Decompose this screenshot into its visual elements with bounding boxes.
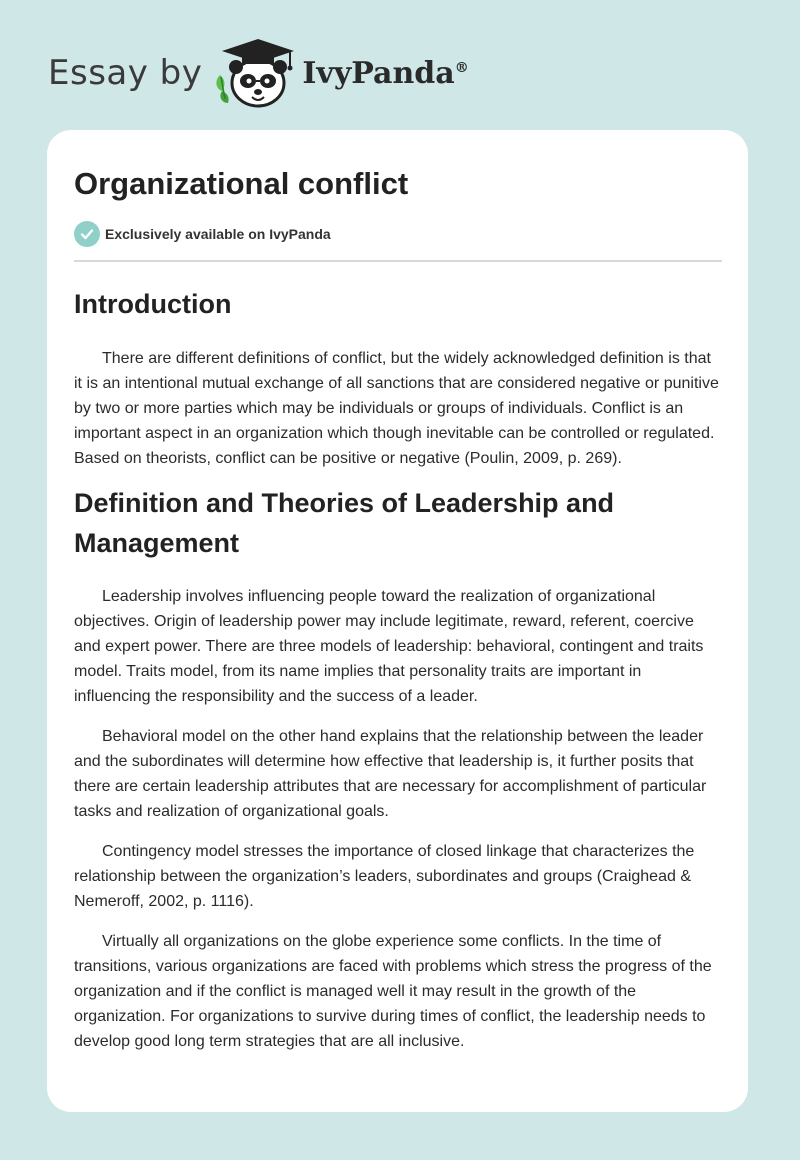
- exclusive-badge-label: Exclusively available on IvyPanda: [105, 226, 331, 242]
- section-heading: Introduction: [74, 289, 232, 319]
- paragraph: Behavioral model on the other hand explains that the relationship between the leader and the subordinates will determine how effective that leadership is, it further posits that there are certain leadership attributes that are necessary for accomplishment of particular tasks and realization of organizational goals.: [74, 728, 707, 820]
- paragraph: Leadership involves influencing people toward the realization of organizational objectives. Origin of leadership power may include legitimate, reward, referent, coercive and expert power. There are three models of leadership: behavioral, contingent and traits model. Traits model, from its name implies that personality traits are important in influencing the responsibility and the success of a leader.: [74, 588, 704, 705]
- paragraph: There are different definitions of conflict, but the widely acknowledged definition is that it is an intentional mutual exchange of all sanctions that are considered negative or punitive by two or more parties which may be individuals or groups of individuals. Conflict is an important aspect in an organization which though inevitable can be controlled or regulated. Based on theorists, conflict can be positive or negative (Poulin, 2009, p. 269).: [74, 350, 719, 467]
- essay-card: [47, 130, 748, 1112]
- section-heading: Definition and Theories of Leadership and Management: [74, 488, 615, 558]
- divider: [74, 260, 722, 262]
- page-title: Organizational conflict: [74, 166, 409, 201]
- brand-prefix: Essay by: [48, 53, 203, 93]
- check-circle-icon: [74, 221, 100, 247]
- brand-name: IvyPanda®: [302, 55, 469, 91]
- brand-header: [48, 38, 469, 108]
- panda-logo-icon: [212, 37, 298, 109]
- exclusive-badge: [74, 221, 722, 247]
- paragraph: Contingency model stresses the importance of closed linkage that characterizes the relationship between the organization’s leaders, subordinates and groups (Craighead & Nemeroff, 2002, p. 1116).: [74, 843, 695, 910]
- paragraph: Virtually all organizations on the globe experience some conflicts. In the time of transitions, various organizations are faced with problems which stress the progress of the organization and if the conflict is managed well it may result in the growth of the organization. For organizations to survive during times of conflict, the leadership needs to develop good long term strategies that are all inclusive.: [74, 933, 712, 1050]
